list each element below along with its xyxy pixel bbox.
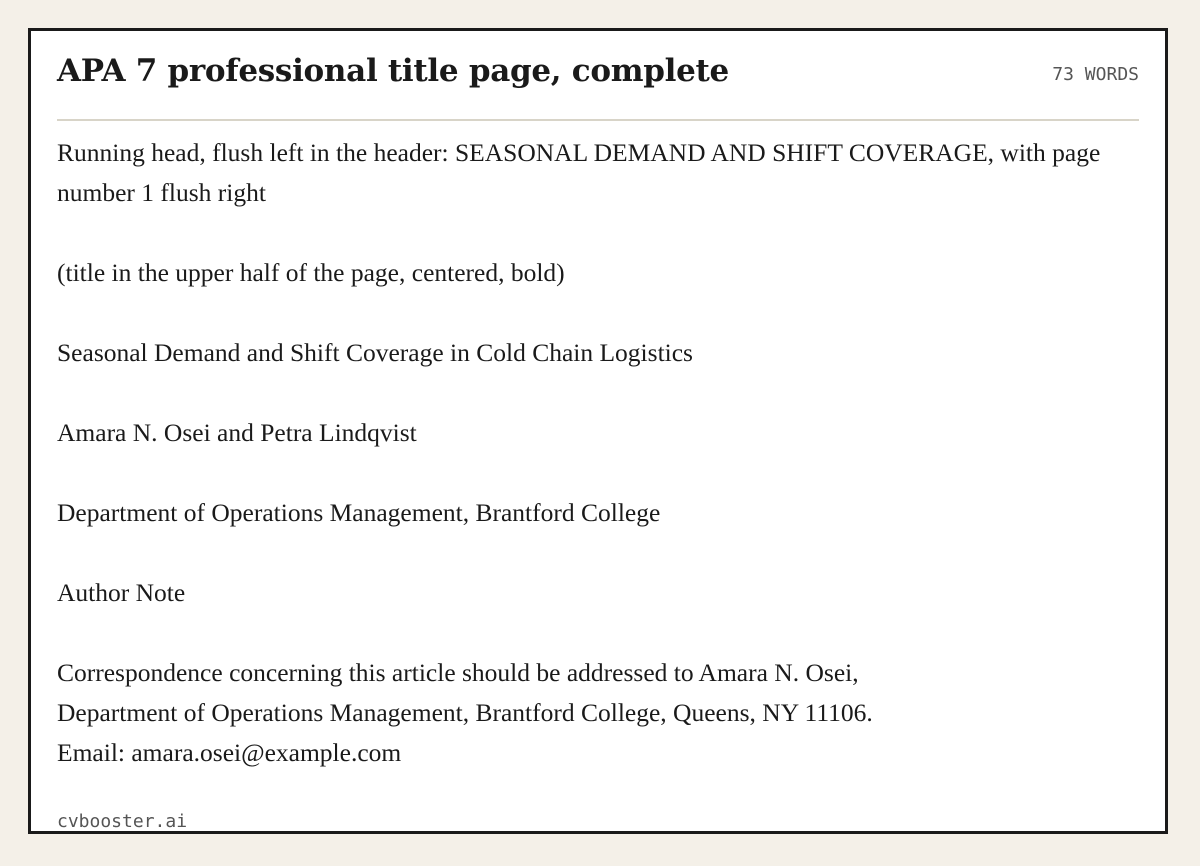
author-names: Amara N. Osei and Petra Lindqvist <box>57 418 417 447</box>
brand-footer: cvbooster.ai <box>57 811 188 832</box>
title-placement-note: (title in the upper half of the page, centered, bold) <box>57 258 565 287</box>
affiliation: Department of Operations Management, Brantford College <box>57 498 661 527</box>
correspondence-line: Department of Operations Management, Brantford College, Queens, NY 11106. <box>57 698 873 727</box>
correspondence-email: Email: amara.osei@example.com <box>57 738 402 767</box>
author-note-heading: Author Note <box>57 578 186 607</box>
paper-title: Seasonal Demand and Shift Coverage in Cold Chain Logistics <box>57 338 693 367</box>
correspondence-block <box>57 653 1145 773</box>
correspondence-line: Correspondence concerning this article should be addressed to Amara N. Osei, <box>57 658 859 687</box>
word-count-badge: 73 WORDS <box>1052 64 1139 85</box>
title-page-card <box>28 28 1168 834</box>
card-header <box>57 31 1139 121</box>
running-head-instruction: Running head, flush left in the header: SEASONAL DEMAND AND SHIFT COVERAGE, with page number 1 flush right <box>57 138 1101 207</box>
card-title: APA 7 professional title page, complete <box>57 53 729 89</box>
document-body <box>57 133 1145 773</box>
